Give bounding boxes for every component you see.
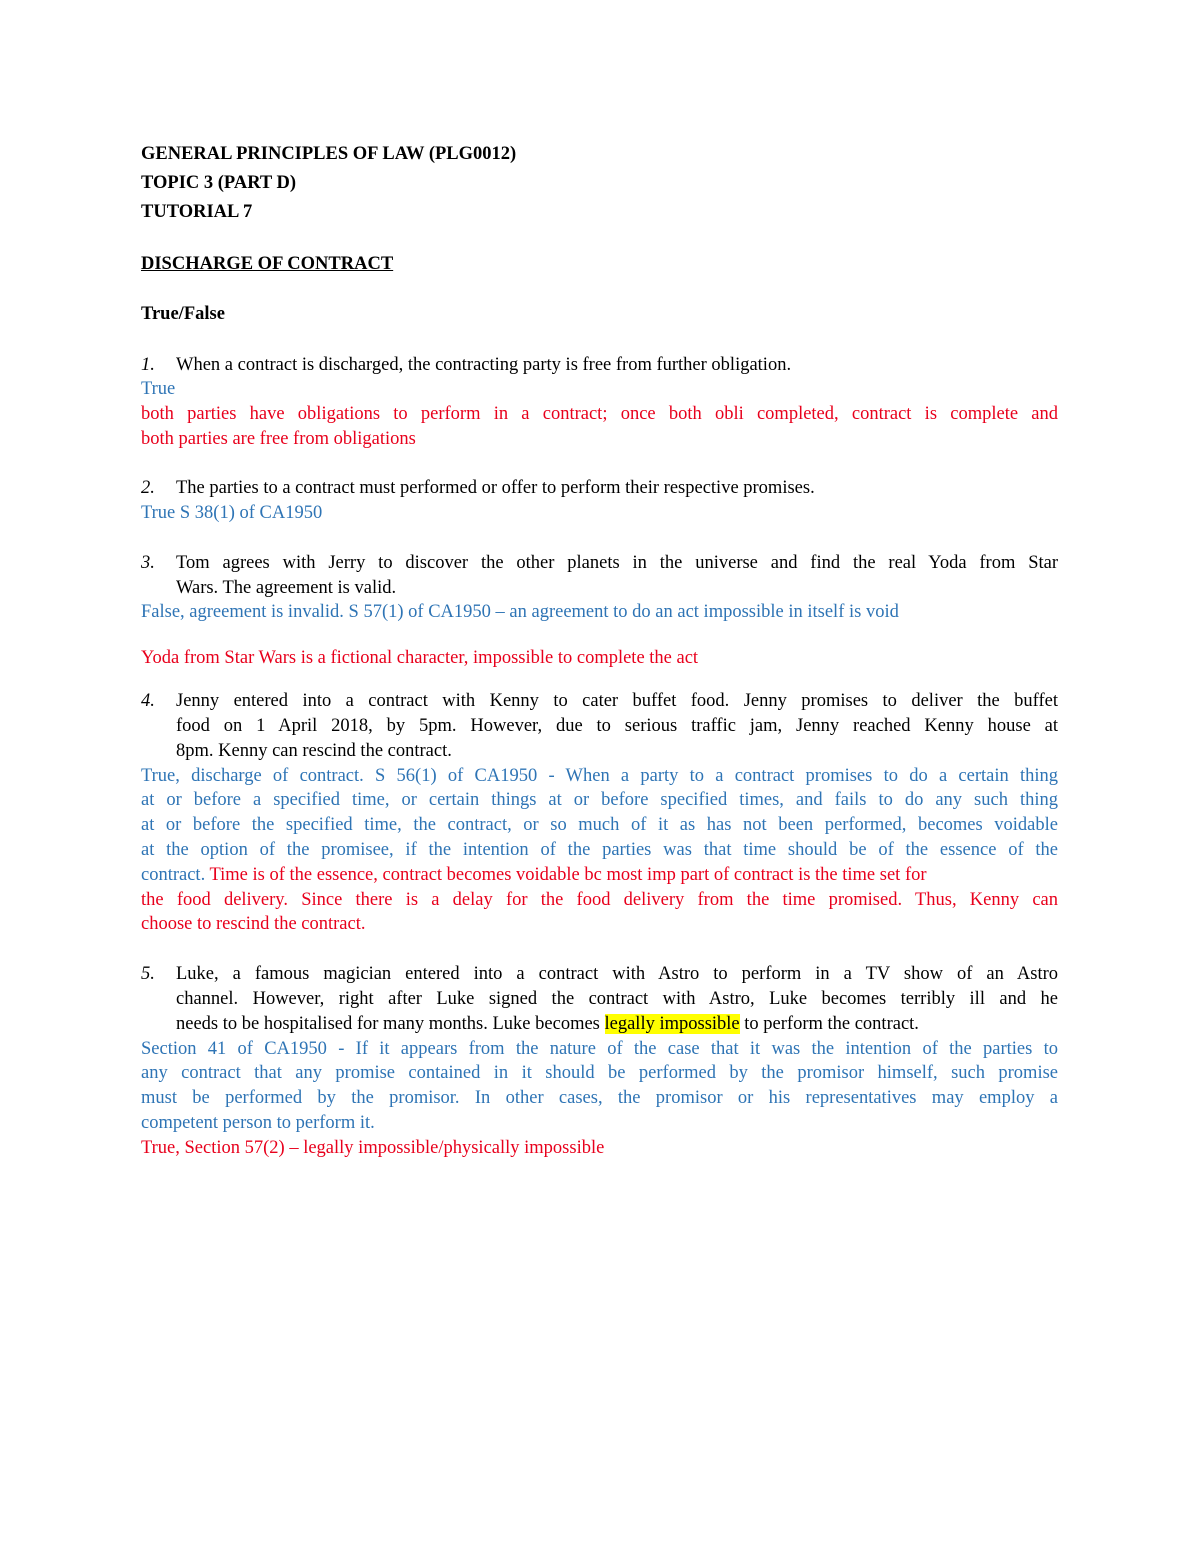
question-3-text-line-2: Wars. The agreement is valid. (176, 578, 397, 598)
question-5-answer-line-1: Section 41 of CA1950 - If it appears from the nature of the case that it was the intention of the parties to (141, 1039, 1058, 1059)
course-title: GENERAL PRINCIPLES OF LAW (PLG0012) (141, 144, 517, 164)
question-5-number: 5. (141, 964, 155, 984)
question-4-number: 4. (141, 691, 155, 711)
question-3-text-line-1: Tom agrees with Jerry to discover the other planets in the universe and find the real Yoda from Star (176, 553, 1058, 573)
question-1-note-line-1: both parties have obligations to perform in a contract; once both obli completed, contract is complete and (141, 404, 1058, 424)
question-4-text-line-3: 8pm. Kenny can rescind the contract. (176, 741, 452, 761)
topic-title: TOPIC 3 (PART D) (141, 173, 297, 193)
question-4-note-line-2: choose to rescind the contract. (141, 914, 366, 934)
question-5-answer-line-3: must be performed by the promisor. In other cases, the promisor or his representatives may employ a (141, 1088, 1058, 1108)
question-5-text-post: to perform the contract. (739, 1014, 919, 1034)
question-4-note-start: Time is of the essence, contract becomes voidable bc most imp part of contract is the time set for (209, 865, 927, 885)
question-5-text-line-1: Luke, a famous magician entered into a contract with Astro to perform in a TV show of an Astro (176, 964, 1058, 984)
question-4-answer-line-4: at the option of the promisee, if the intention of the parties was that time should be of the essence of the (141, 840, 1058, 860)
subsection-title: True/False (141, 304, 225, 324)
question-4-answer-line-2: at or before a specified time, or certain things at or before specified times, and fails to do any such thing (141, 790, 1058, 810)
question-4-answer-end: contract. (141, 865, 206, 885)
highlighted-phrase: legally impossible (604, 1014, 740, 1034)
question-5-answer-line-2: any contract that any promise contained in it should be performed by the promisor himself, such promise (141, 1063, 1058, 1083)
question-1-answer: True (141, 379, 176, 399)
question-4-answer-line-1: True, discharge of contract. S 56(1) of CA1950 - When a party to a contract promises to do a certain thing (141, 766, 1058, 786)
question-4-text-line-1: Jenny entered into a contract with Kenny to cater buffet food. Jenny promises to deliver the buffet (176, 691, 1058, 711)
question-4-answer-line-5 (141, 863, 1058, 887)
question-4-note-line-1: the food delivery. Since there is a delay for the food delivery from the time promised. Thus, Kenny can (141, 890, 1058, 910)
question-2-answer: True S 38(1) of CA1950 (141, 503, 323, 523)
tutorial-title: TUTORIAL 7 (141, 202, 253, 222)
question-3-answer: False, agreement is invalid. S 57(1) of CA1950 – an agreement to do an act impossible in itself is void (141, 602, 899, 622)
question-5-text-line-2: channel. However, right after Luke signed the contract with Astro, Luke becomes terribly ill and he (176, 989, 1058, 1009)
question-3-number: 3. (141, 553, 155, 573)
question-1-note-line-2: both parties are free from obligations (141, 429, 416, 449)
question-1-text: When a contract is discharged, the contracting party is free from further obligation. (176, 355, 792, 375)
question-2-number: 2. (141, 478, 155, 498)
question-5-answer-line-4: competent person to perform it. (141, 1113, 375, 1133)
question-5-text-line-3 (176, 1012, 919, 1036)
question-1-number: 1. (141, 355, 155, 375)
question-4-text-line-2: food on 1 April 2018, by 5pm. However, due to serious traffic jam, Jenny reached Kenny house at (176, 716, 1058, 736)
question-5-note: True, Section 57(2) – legally impossible/physically impossible (141, 1138, 605, 1158)
question-2-text: The parties to a contract must performed or offer to perform their respective promises. (176, 478, 815, 498)
question-4-answer-line-3: at or before the specified time, the contract, or so much of it as has not been performed, becomes voidable (141, 815, 1058, 835)
question-3-note: Yoda from Star Wars is a fictional character, impossible to complete the act (141, 648, 699, 668)
section-title: DISCHARGE OF CONTRACT (141, 254, 394, 274)
question-5-text-pre: needs to be hospitalised for many months. Luke becomes (176, 1014, 605, 1034)
